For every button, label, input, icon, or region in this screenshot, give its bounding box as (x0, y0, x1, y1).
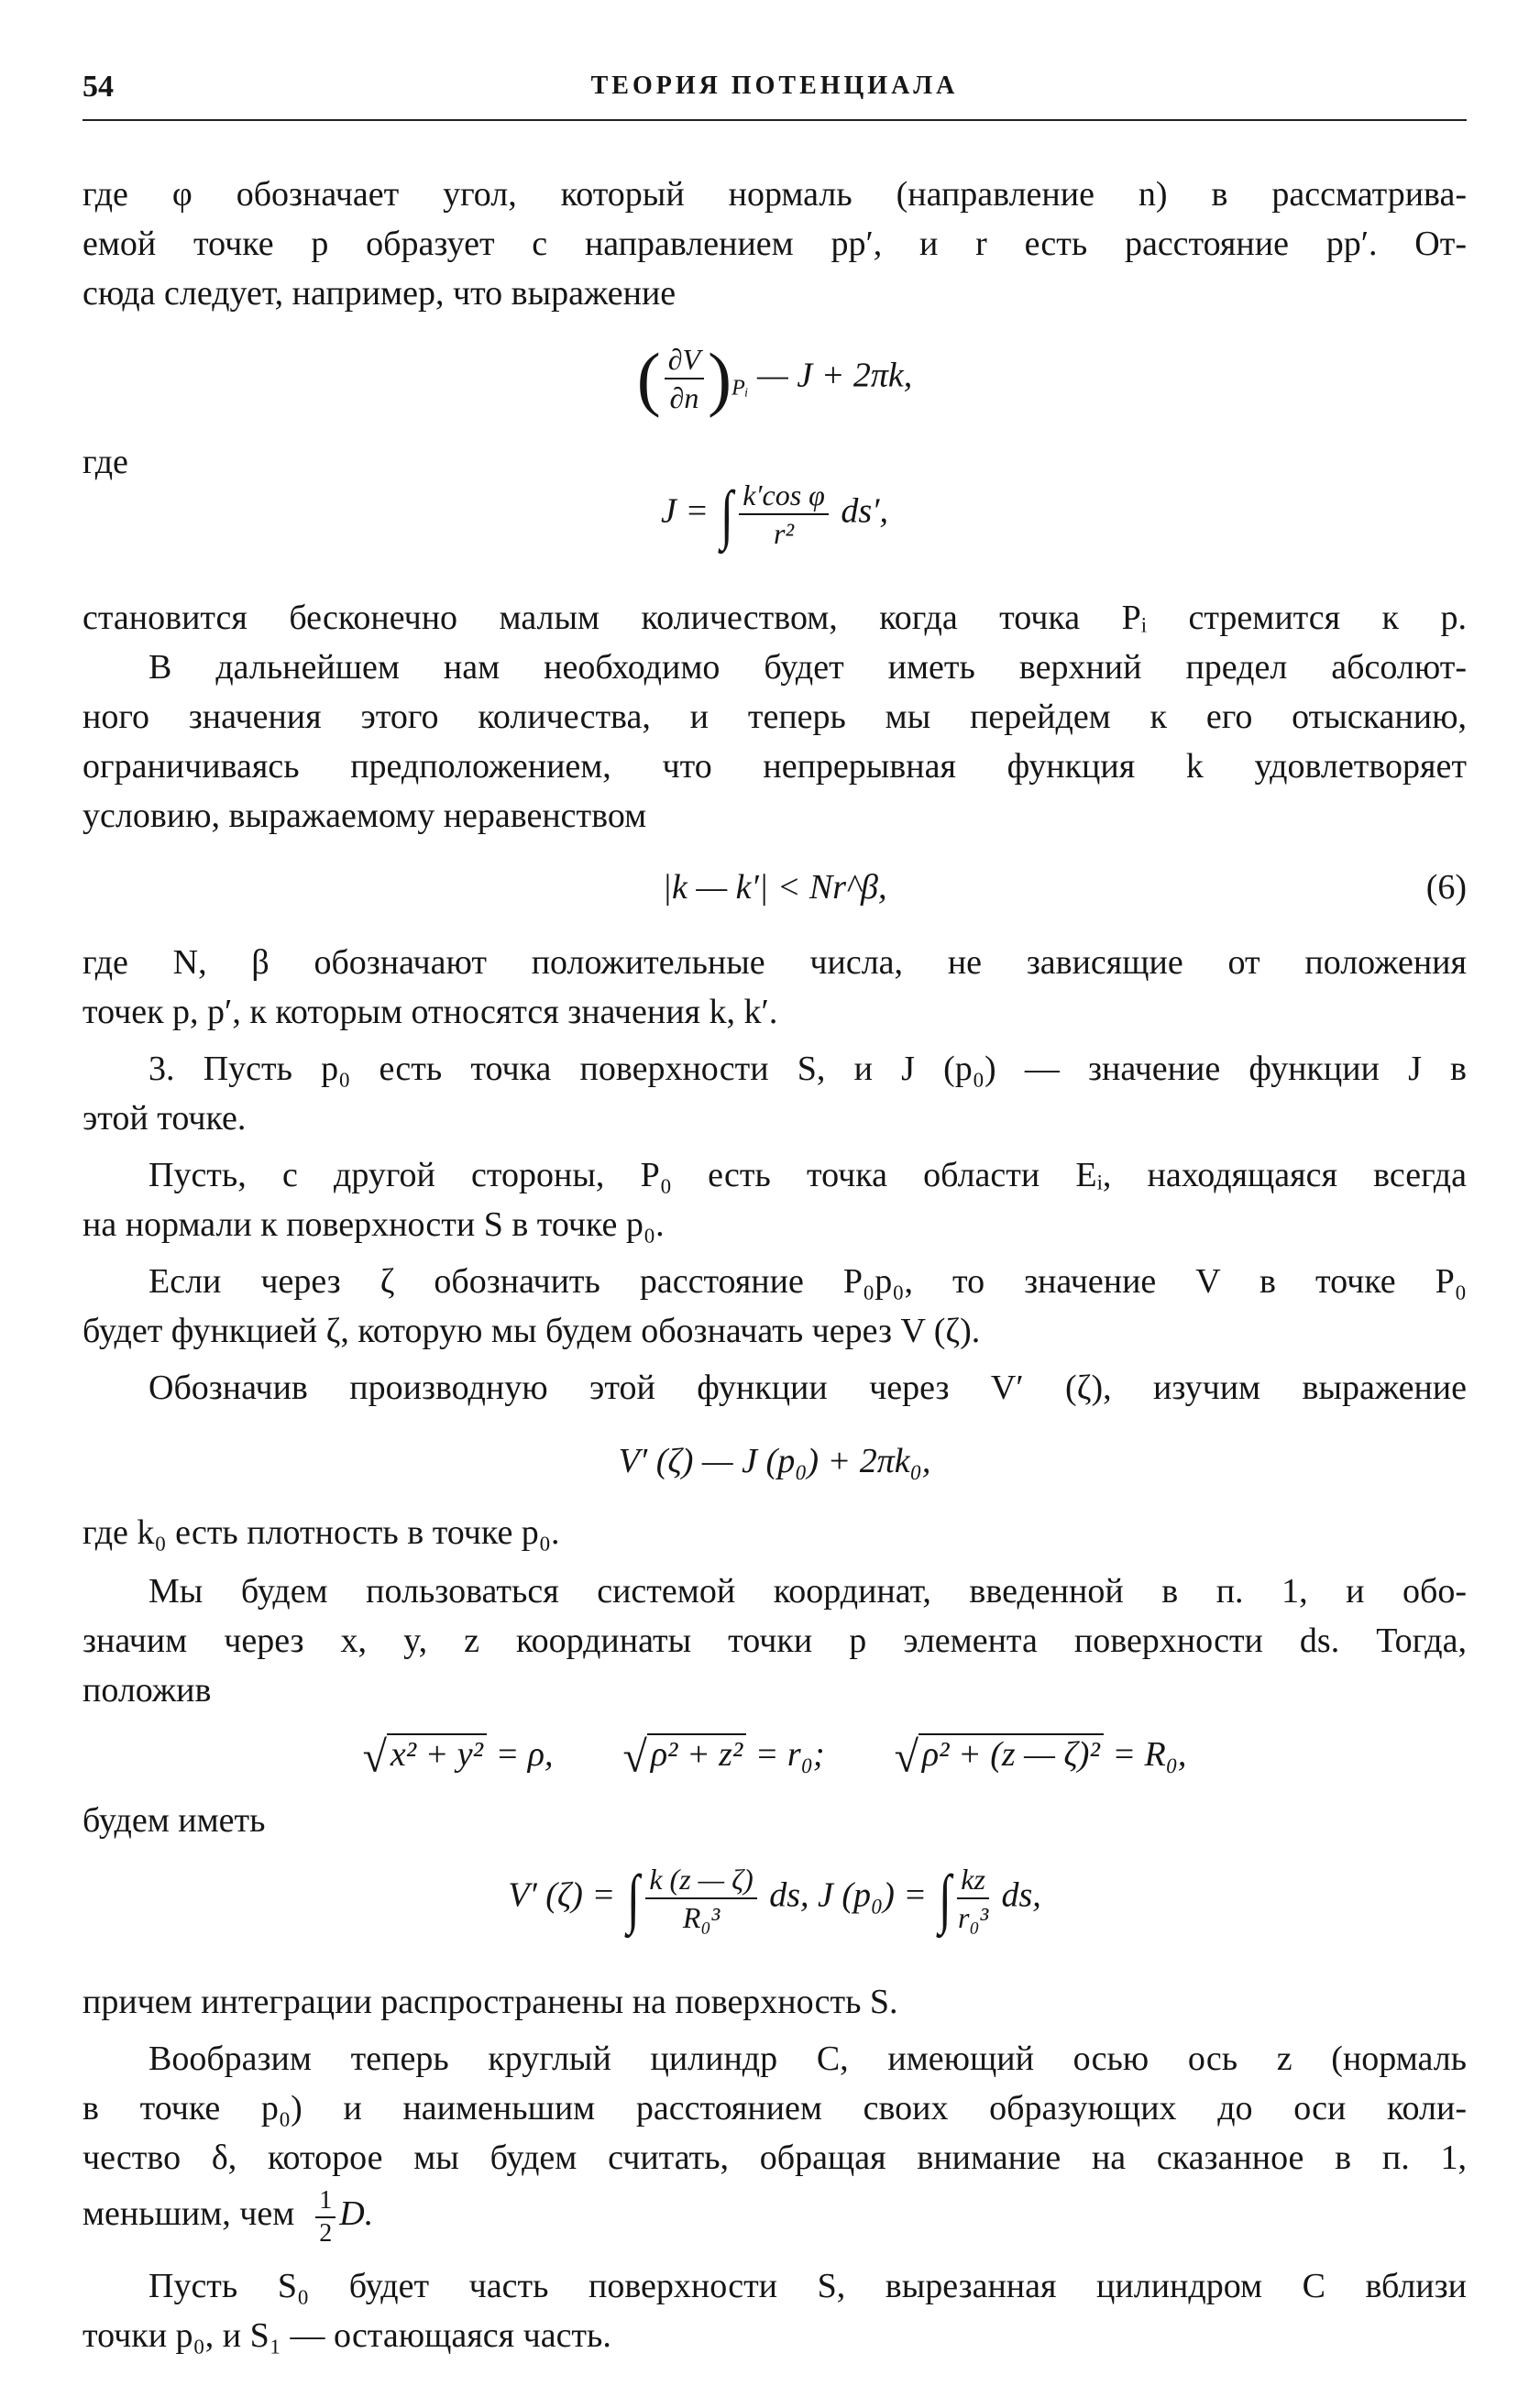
text-line: сюда следует, например, что выражение (82, 274, 676, 313)
page (82, 0, 1467, 2397)
text-line: ного значения этого количества, и теперь мы перейдем к его отысканию, (82, 698, 1467, 736)
text-line-half: меньшим, чем $\frac{1}{2}$ D. (82, 2186, 374, 2248)
formula-j-integral: J = ∫ $\frac{\text{k′cos φ}}{\text{r²}}$ ds′, (661, 478, 888, 551)
text-line: где N, β обозначают положительные числа, не зависящие от положения (82, 943, 1467, 982)
text-line: будет функцией ζ, которую мы будем обозначать через V (ζ). (82, 1312, 981, 1350)
text-line: Пусть S₀ будет часть поверхности S, вырезанная цилиндром C вблизи (148, 2267, 1467, 2305)
text-line: емой точке p образует с направлением pp′, и r есть расстояние pp′. От- (82, 225, 1467, 263)
page-number: 54 (82, 70, 114, 104)
running-header (82, 70, 1467, 112)
header-rule (82, 119, 1467, 121)
equation-number: (6) (1425, 868, 1467, 907)
text-line: где φ обозначает угол, который нормаль (направление n) в рассматрива- (82, 175, 1467, 214)
text-line: Обозначив производную этой функции через V′ (ζ), изучим выражение (148, 1369, 1467, 1407)
text-line: Мы будем пользоваться системой координат, введенной в п. 1, и обо- (148, 1572, 1467, 1611)
text-line: где (82, 443, 128, 481)
text-line: положив (82, 1671, 212, 1710)
text-line: условию, выражаемому неравенством (82, 797, 647, 835)
text-line: на нормали к поверхности S в точке p₀. (82, 1205, 665, 1244)
text-line: Вообразим теперь круглый цилиндр C, имеющий осью ось z (нормаль (148, 2040, 1467, 2078)
text-line: чество δ, которое мы будем считать, обращая внимание на сказанное в п. 1, (82, 2139, 1467, 2177)
text-line: в точке p₀) и наименьшим расстоянием своих образующих до оси коли- (82, 2089, 1467, 2128)
formula-v-prime: V′ (ζ) — J (p₀) + 2πk₀, (618, 1442, 931, 1480)
text-line: В дальнейшем нам необходимо будет иметь верхний предел абсолют- (148, 648, 1467, 687)
text-line: 3. Пусть p₀ есть точка поверхности S, и J (p₀) — значение функции J в (148, 1050, 1467, 1088)
text-line: становится бесконечно малым количеством, когда точка Pᵢ стремится к p. (82, 599, 1467, 637)
text-line: Пусть, с другой стороны, P₀ есть точка области Eᵢ, находящаяся всегда (148, 1156, 1467, 1194)
text-line: значим через x, y, z координаты точки p элемента поверхности ds. Тогда, (82, 1622, 1467, 1660)
formula-dv-dn: ( $\frac{\partial V}{\partial n}$ )$_{Pᵢ}$ — J + 2πk, (636, 338, 913, 418)
text-line: причем интеграции распространены на поверхность S. (82, 1983, 898, 2021)
formula-integrals: V′ (ζ) = ∫ $\frac{k (z — \zeta)}{\text{R₀³}}$ ds, J (p₀) = ∫ $\frac{kz}{\text{r₀³}}$ ds, (508, 1862, 1041, 1935)
formula-roots: √ x² + y² = ρ, √ ρ² + z² = r₀; √ ρ² + (z — ζ)² = R₀, (362, 1732, 1187, 1782)
text-line: где k₀ есть плотность в точке p₀. (82, 1513, 560, 1552)
formula-inequality: |k — k′| < Nr^β, (6) (82, 865, 1467, 909)
text-line: точек p, p′, к которым относятся значения k, k′. (82, 993, 778, 1031)
text-line: точки p₀, и S₁ — остающаяся часть. (82, 2316, 611, 2355)
text-line: будем иметь (82, 1801, 266, 1840)
text-line: ограничиваясь предположением, что непрерывная функция k удовлетворяет (82, 747, 1467, 786)
text-line: этой точке. (82, 1099, 247, 1138)
running-title: ТЕОРИЯ ПОТЕНЦИАЛА (590, 71, 959, 100)
text-line: Если через ζ обозначить расстояние P₀p₀, то значение V в точке P₀ (148, 1262, 1467, 1301)
